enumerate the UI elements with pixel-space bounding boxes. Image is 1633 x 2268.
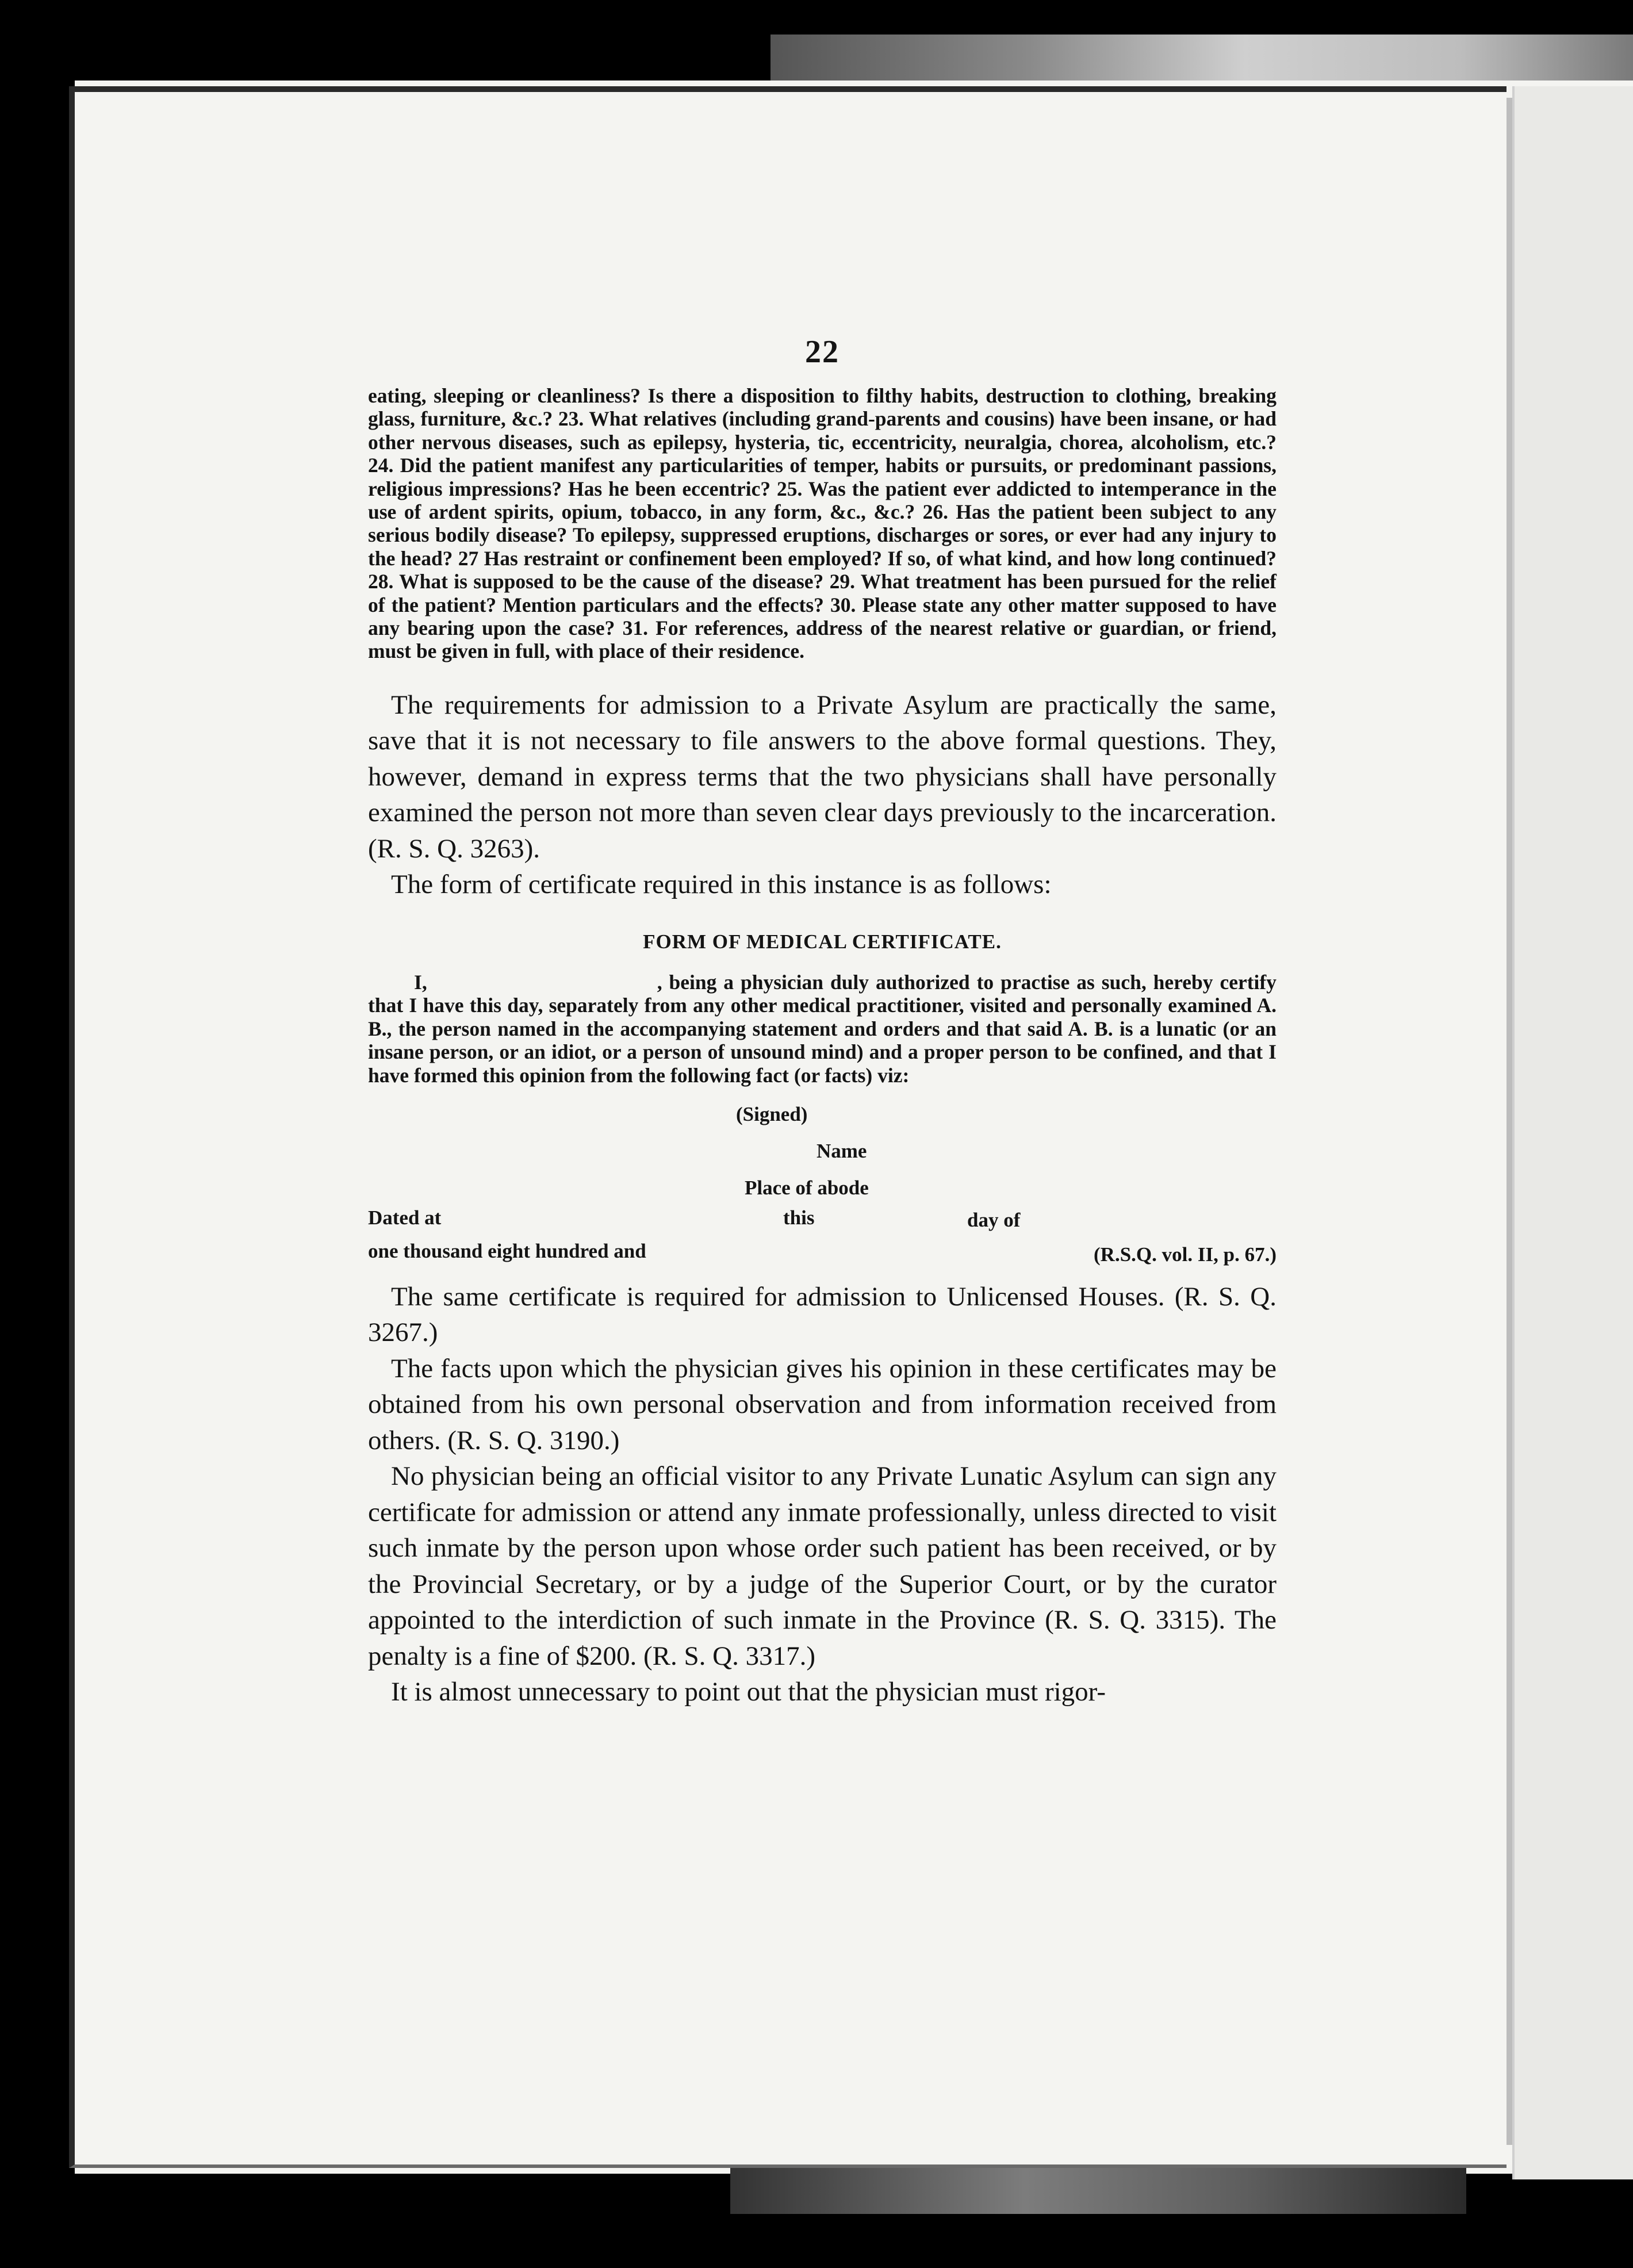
certificate-opening: I,: [414, 970, 427, 994]
official-visitor-paragraph: No physician being an official visitor to any Private Lunatic Asylum can sign any certificate for admission or attend any inmate professionally, unless directed to visit such inmate by the person upon whose order such patient has been received, or by the Provincial Secretary, or by a judge of the Superior Court, or by the curator appointed to the interdiction of such inmate in the Province (R. S. Q. 3315). The penalty is a fine of $200. (R. S. Q. 3317.): [368, 1461, 1276, 1671]
adjacent-page-edge: [1512, 86, 1633, 2179]
place-of-abode-label: Place of abode: [745, 1176, 869, 1199]
form-intro-paragraph: The form of certificate required in this instance is as follows:: [391, 869, 1052, 900]
scan-bottom-strip: [730, 2168, 1466, 2214]
signed-label: (Signed): [736, 1102, 808, 1125]
page-gutter: [1506, 98, 1512, 2145]
certificate-citation: (R.S.Q. vol. II, p. 67.): [1094, 1243, 1276, 1266]
page-number: 22: [805, 334, 839, 370]
name-label: Name: [816, 1139, 867, 1162]
dated-at-label: Dated at: [368, 1206, 442, 1229]
this-label: this: [783, 1206, 815, 1229]
private-asylum-paragraph: The requirements for admission to a Private Asylum are practically the same, save that it is not necessary to file answers to the above formal questions. They, however, demand in express terms that the two physicians shall have personally examined the person not more than seven clear days previously to the incarceration. (R. S. Q. 3263).: [368, 689, 1276, 864]
questions-paragraph: eating, sleeping or cleanliness? Is there a disposition to filthy habits, destruction to clothing, breaking glass, furniture, &c.? 23. What relatives (including grand-parents and cousins) have been insane, or had other nervous diseases, such as epilepsy, hysteria, tic, eccentricity, neuralgia, chorea, alcoholism, etc.? 24. Did the patient manifest any particularities of temper, habits or pursuits, or predominant passions, religious impressions? Has he been eccentric? 25. Was the patient ever addicted to intemperance in the use of ardent spirits, opium, tobacco, in any form, &c., &c.? 26. Has the patient been subject to any serious bodily disease? To epilepsy, suppressed eruptions, discharges or sores, or ever had any injury to the head? 27 Has restraint or confinement been employed? If so, of what kind, and how long continued? 28. What is supposed to be the cause of the disease? 29. What treatment has been pursued for the relief of the patient? Mention particulars and the effects? 30. Please state any other matter supposed to have any bearing upon the case? 31. For references, address of the nearest relative or guardian, or friend, must be given in full, with place of their residence.: [368, 384, 1276, 663]
year-line-label: one thousand eight hundred and: [368, 1239, 646, 1262]
year-row: [368, 1240, 1276, 1273]
page-content: [368, 334, 1276, 1710]
certificate-heading: FORM OF MEDICAL CERTIFICATE.: [643, 930, 1002, 953]
final-paragraph: It is almost unnecessary to point out that the physician must rigor-: [391, 1677, 1106, 1707]
scan-top-strip: [770, 35, 1633, 86]
unlicensed-houses-paragraph: The same certificate is required for admission to Unlicensed Houses. (R. S. Q. 3267.): [368, 1281, 1276, 1348]
day-of-label: day of: [967, 1208, 1021, 1231]
dated-row: [368, 1206, 1276, 1240]
certificate-body: , being a physician duly authorized to practise as such, hereby certify that I have this day, separately from any other medical practitioner, visited and personally examined A. B., the person named in the accompanying statement and orders and that said A. B. is a lunatic (or an insane person, or an idiot, or a person of unsound mind) and a proper person to be confined, and that I have formed this opinion from the following fact (or facts) viz:: [368, 970, 1276, 1087]
facts-paragraph: The facts upon which the physician gives his opinion in these certificates may be obtained from his own personal observation and from information received from others. (R. S. Q. 3190.): [368, 1353, 1276, 1455]
certificate-text: [368, 971, 1276, 1087]
